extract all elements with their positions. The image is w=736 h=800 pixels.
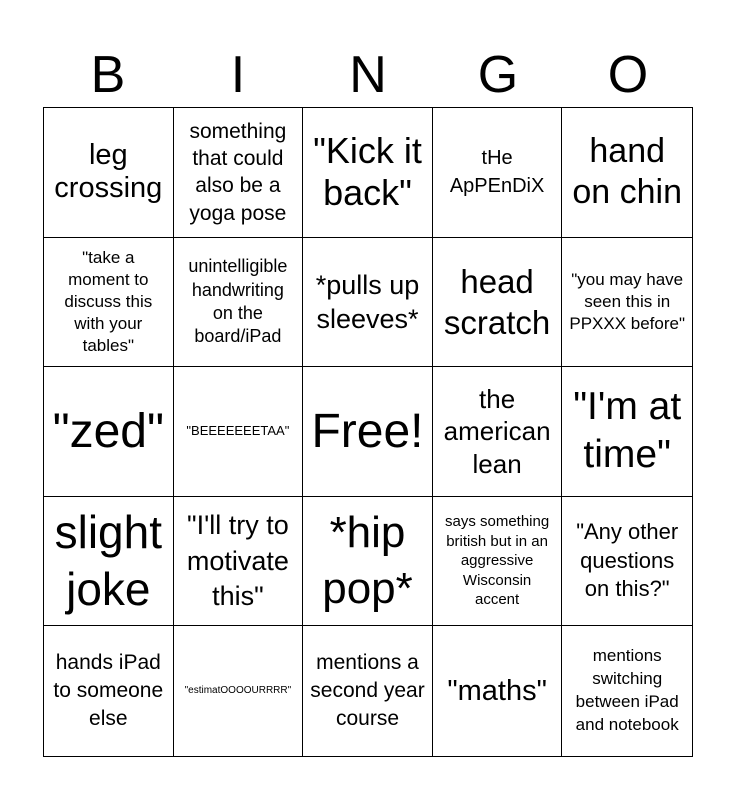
bingo-cell[interactable]	[44, 497, 174, 627]
bingo-cell[interactable]	[433, 497, 563, 627]
cell-text: "take a moment to discuss this with your tables"	[64, 247, 153, 356]
header-letter-n: N	[349, 46, 387, 104]
cell-text: slight joke	[54, 505, 162, 616]
cell-text: mentions switching between iPad and notebook	[575, 646, 679, 735]
bingo-cell[interactable]	[44, 238, 174, 368]
bingo-cell[interactable]	[174, 497, 304, 627]
bingo-cell[interactable]	[562, 497, 692, 627]
bingo-cell[interactable]	[562, 367, 692, 497]
cell-text: "estimatOOOOURRRR"	[184, 685, 292, 697]
cell-text: the american lean	[443, 383, 551, 479]
bingo-cell[interactable]	[433, 108, 563, 238]
cell-text: unintelligible handwriting on the board/iPad	[188, 256, 288, 347]
header-letter-i: I	[230, 46, 246, 104]
cell-text: "I'll try to motivate this"	[186, 510, 289, 611]
cell-text: *hip pop*	[322, 507, 413, 614]
bingo-cell[interactable]	[303, 626, 433, 756]
bingo-cell[interactable]	[174, 108, 304, 238]
bingo-cell[interactable]	[174, 626, 304, 756]
cell-text: hands iPad to someone else	[53, 650, 164, 731]
bingo-cell[interactable]	[174, 367, 304, 497]
bingo-header	[43, 44, 693, 106]
bingo-cell[interactable]	[303, 238, 433, 368]
cell-text: "maths"	[447, 674, 547, 707]
cell-text: "I'm at time"	[573, 384, 682, 477]
cell-text: "Kick it back"	[313, 129, 422, 214]
bingo-cell[interactable]	[303, 108, 433, 238]
cell-text: tHe ApPEnDiX	[449, 147, 545, 198]
cell-text: mentions a second year course	[310, 650, 425, 731]
cell-text: hand on chin	[572, 131, 683, 212]
bingo-cell[interactable]	[174, 238, 304, 368]
cell-text: says something british but in an aggressive Wisconsin accent	[444, 513, 550, 609]
cell-text: "BEEEEEEETAA"	[186, 423, 290, 439]
bingo-cell[interactable]	[433, 626, 563, 756]
cell-text: leg crossing	[54, 138, 163, 205]
header-letter-g: G	[477, 46, 519, 104]
bingo-cell[interactable]	[433, 367, 563, 497]
bingo-board	[43, 107, 693, 757]
free-space[interactable]	[303, 367, 433, 497]
free-space-label: Free!	[311, 404, 424, 458]
bingo-cell[interactable]	[562, 108, 692, 238]
bingo-cell[interactable]	[44, 367, 174, 497]
header-letter-o: O	[607, 46, 649, 104]
cell-text: *pulls up sleeves*	[315, 269, 420, 334]
bingo-cell[interactable]	[303, 497, 433, 627]
bingo-cell[interactable]	[562, 238, 692, 368]
header-letter-b: B	[90, 46, 126, 104]
bingo-cell[interactable]	[562, 626, 692, 756]
bingo-cell[interactable]	[433, 238, 563, 368]
cell-text: something that could also be a yoga pose	[189, 119, 287, 225]
cell-text: "you may have seen this in PPXXX before"	[569, 269, 686, 333]
cell-text: "Any other questions on this?"	[576, 519, 679, 602]
bingo-cell[interactable]	[44, 108, 174, 238]
cell-text: "zed"	[52, 404, 165, 458]
bingo-cell[interactable]	[44, 626, 174, 756]
cell-text: head scratch	[443, 262, 551, 341]
